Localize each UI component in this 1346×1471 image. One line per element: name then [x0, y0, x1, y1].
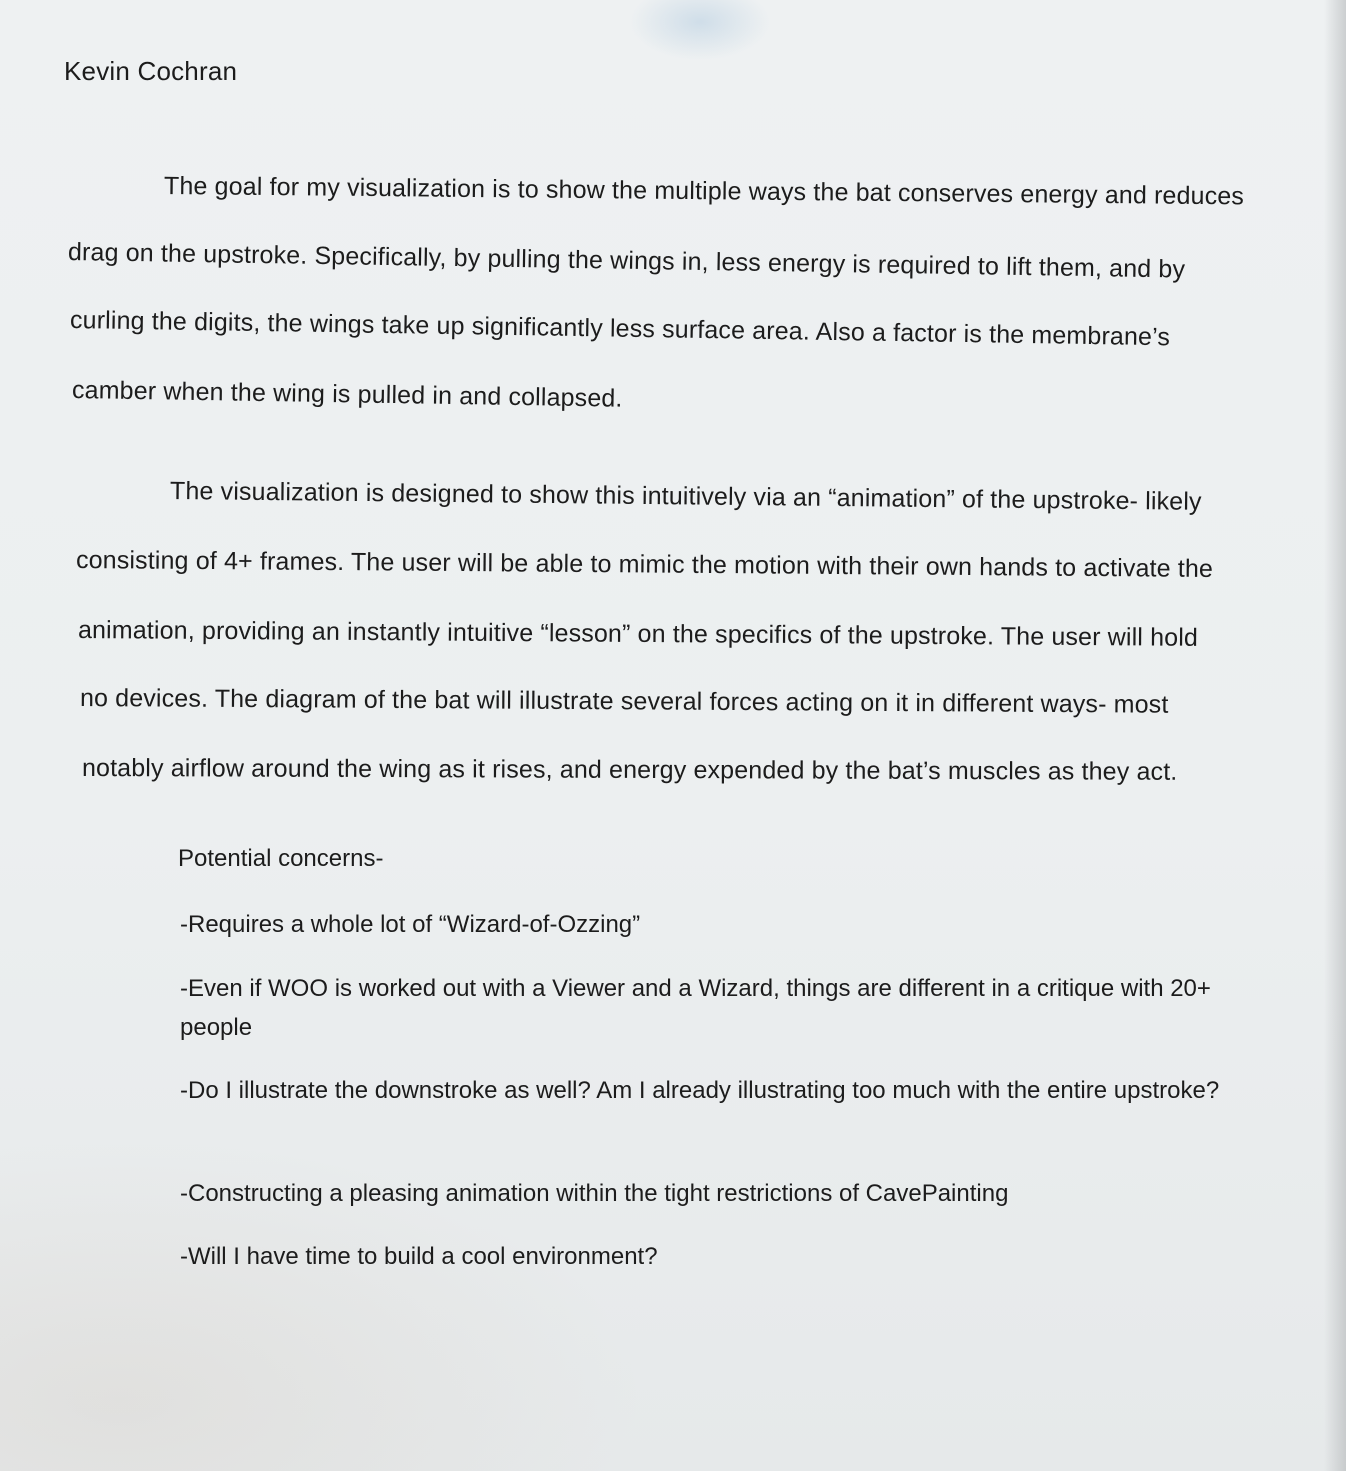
concern-item: -Even if WOO is worked out with a Viewer and a Wizard, things are different in a critique with 20+ people [180, 975, 1211, 1041]
page-edge-shadow [1324, 0, 1346, 1471]
concern-item: -Constructing a pleasing animation within the tight restrictions of CavePainting [180, 1180, 1009, 1207]
paragraph-1-line-2: drag on the upstroke. Specifically, by pulling the wings in, less energy is required to lift them, and by [67, 238, 1186, 284]
paragraph-1-line-1: The goal for my visualization is to show the multiple ways the bat conserves energy and reduces [163, 172, 1245, 211]
paragraph-2-line-4: no devices. The diagram of the bat will illustrate several forces acting on it in different ways- most [79, 684, 1169, 719]
concern-item: -Do I illustrate the downstroke as well? Am I already illustrating too much with the entire upstroke? [180, 1077, 1220, 1104]
concern-item: -Requires a whole lot of “Wizard-of-Ozzing” [180, 911, 641, 938]
author-name: Kevin Cochran [64, 56, 238, 86]
concerns-heading: Potential concerns- [178, 845, 384, 872]
paragraph-2-line-2: consisting of 4+ frames. The user will be able to mimic the motion with their own hands to activate the [75, 546, 1214, 583]
paragraph-1-line-4: camber when the wing is pulled in and collapsed. [71, 376, 623, 413]
concern-item: -Will I have time to build a cool environment? [180, 1243, 658, 1270]
paragraph-2-line-5: notably airflow around the wing as it rises, and energy expended by the bat’s muscles as they act. [81, 754, 1178, 786]
paragraph-2-line-3: animation, providing an instantly intuitive “lesson” on the specifics of the upstroke. The user will hold [77, 616, 1199, 652]
paragraph-2-line-1: The visualization is designed to show this intuitively via an “animation” of the upstroke- likely [169, 477, 1202, 516]
paragraph-1-line-3: curling the digits, the wings take up significantly less surface area. Also a factor is the membrane’s [69, 306, 1171, 352]
